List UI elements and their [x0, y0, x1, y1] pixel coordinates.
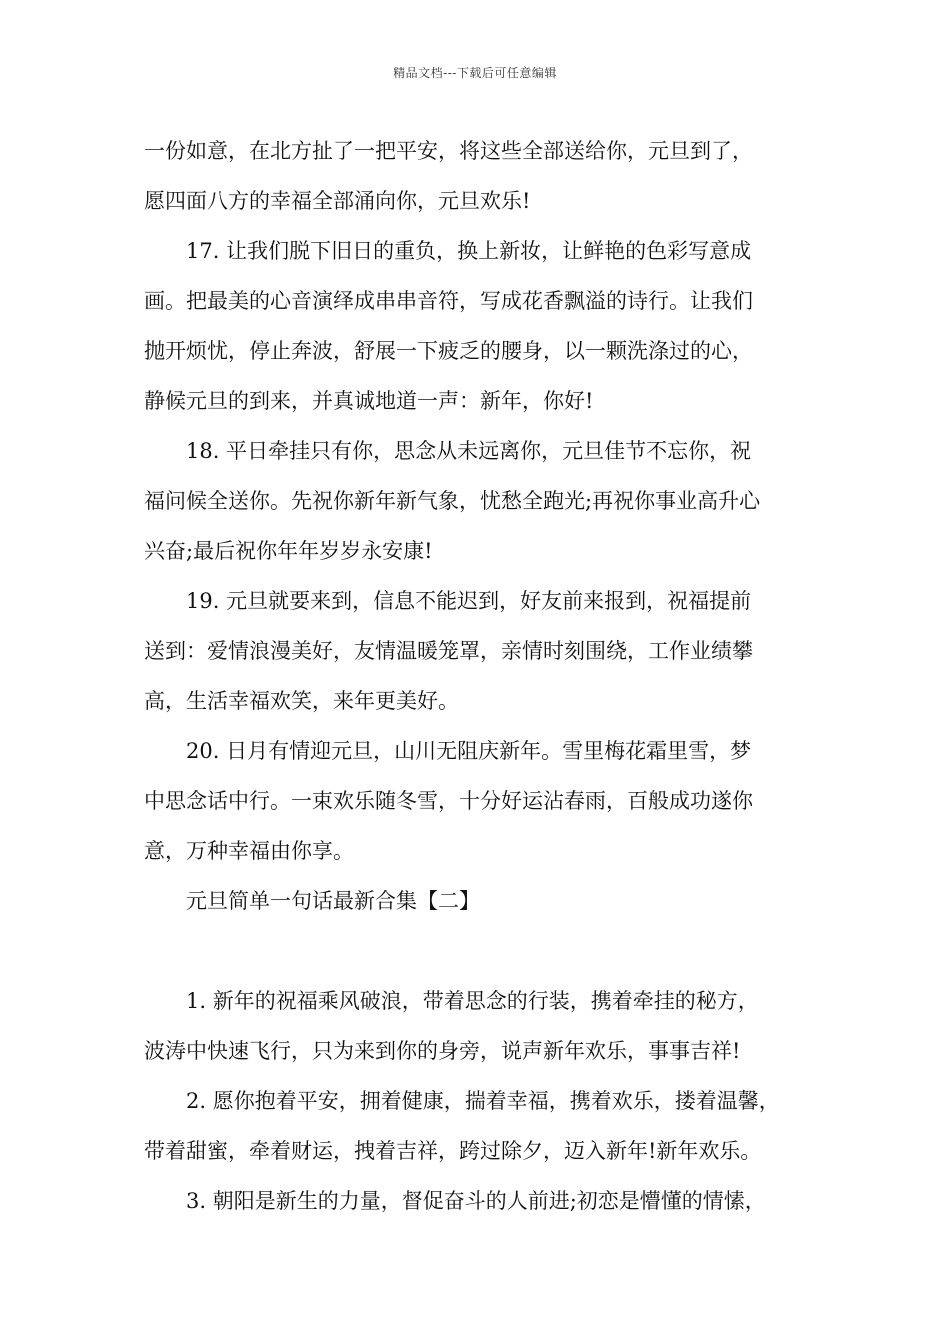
text-line: 兴奋;最后祝你年年岁岁永安康! — [144, 539, 433, 563]
page-header: 精品文档---下载后可任意编辑 — [393, 66, 557, 80]
text-line: 20. 日月有情迎元旦，山川无阻庆新年。雪里梅花霜里雪，梦 — [186, 739, 752, 763]
text-line: 愿四面八方的幸福全部涌向你，元旦欢乐! — [144, 189, 531, 213]
text-line: 高，生活幸福欢笑，来年更美好。 — [144, 689, 459, 713]
blank-line — [144, 926, 809, 976]
text-line: 3. 朝阳是新生的力量，督促奋斗的人前进;初恋是懵懂的情愫， — [186, 1189, 766, 1213]
text-line: 一份如意，在北方扯了一把平安，将这些全部送给你，元旦到了， — [144, 139, 753, 163]
text-line: 静候元旦的到来，并真诚地道一声：新年，你好! — [144, 389, 594, 413]
text-line: 17. 让我们脱下旧日的重负，换上新妆，让鲜艳的色彩写意成 — [186, 239, 752, 263]
text-line: 送到：爱情浪漫美好，友情温暖笼罩，亲情时刻围绕，工作业绩攀 — [144, 639, 753, 663]
text-line: 带着甜蜜，牵着财运，拽着吉祥，跨过除夕，迈入新年!新年欢乐。 — [144, 1139, 762, 1163]
text-line: 19. 元旦就要来到，信息不能迟到，好友前来报到，祝福提前 — [186, 589, 752, 613]
document-body — [144, 126, 809, 1226]
text-line: 福问候全送你。先祝你新年新气象，忧愁全跑光;再祝你事业高升心 — [144, 489, 761, 513]
text-line: 1. 新年的祝福乘风破浪，带着思念的行装，携着牵挂的秘方， — [186, 989, 759, 1013]
text-line: 2. 愿你抱着平安，拥着健康，揣着幸福，携着欢乐，搂着温馨， — [186, 1089, 780, 1113]
text-line: 画。把最美的心音演绎成串串音符，写成花香飘溢的诗行。让我们 — [144, 289, 753, 313]
text-line: 中思念话中行。一束欢乐随冬雪，十分好运沾春雨，百般成功遂你 — [144, 789, 753, 813]
text-line: 意，万种幸福由你享。 — [144, 839, 354, 863]
text-line: 元旦简单一句话最新合集【二】 — [186, 889, 480, 913]
text-line: 抛开烦忧，停止奔波，舒展一下疲乏的腰身，以一颗洗涤过的心， — [144, 339, 753, 363]
text-line: 18. 平日牵挂只有你，思念从未远离你，元旦佳节不忘你，祝 — [186, 439, 752, 463]
text-line: 波涛中快速飞行，只为来到你的身旁，说声新年欢乐，事事吉祥! — [144, 1039, 741, 1063]
